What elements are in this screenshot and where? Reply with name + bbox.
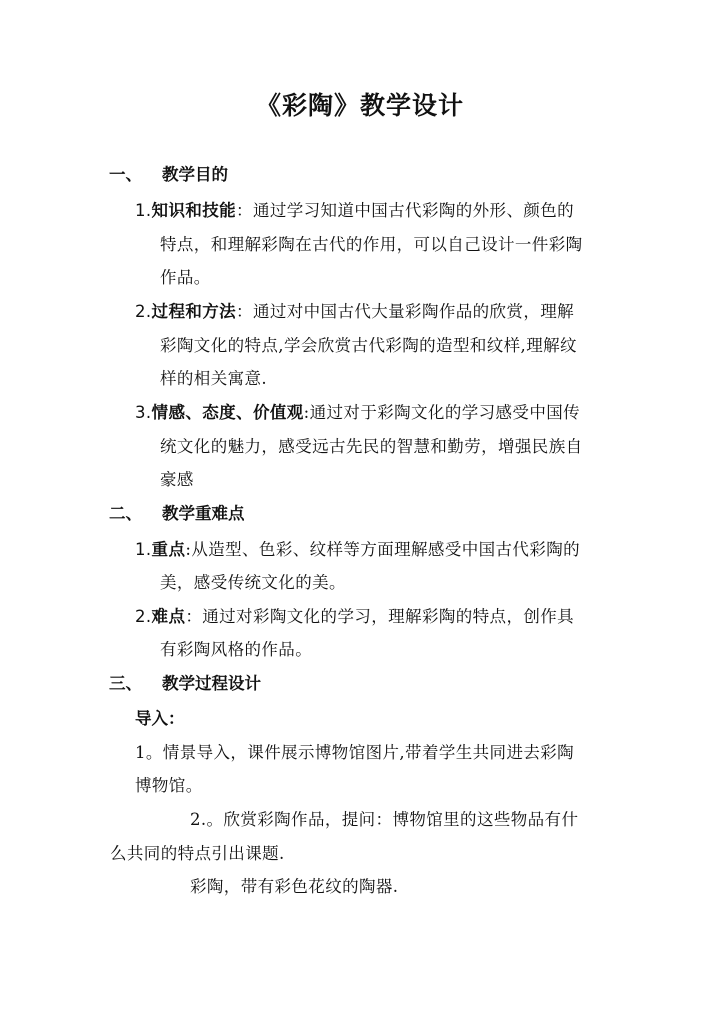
s1-item2-text1: ：通过对中国古代大量彩陶作品的欣赏，理解 xyxy=(236,302,575,321)
s3-p1-text1: 1。情景导入，课件展示博物馆图片,带着学生共同进去彩陶 xyxy=(135,743,575,762)
s1-item2-line3 xyxy=(160,368,267,390)
s1-item1-label: 知识和技能 xyxy=(151,201,237,220)
s1-item2-line1 xyxy=(135,301,611,323)
s2-item1-number: 1. xyxy=(135,540,152,559)
s3-p3-line xyxy=(190,876,398,898)
section-3-title: 教学过程设计 xyxy=(162,674,261,693)
s1-item3-number: 3. xyxy=(135,403,152,422)
section-2-title: 教学重难点 xyxy=(162,504,245,523)
section-1-marker: 一、 xyxy=(109,165,142,184)
s2-item2-text2: 有彩陶风格的作品。 xyxy=(160,640,313,659)
s1-item3-text1: :通过对于彩陶文化的学习感受中国传 xyxy=(303,403,581,422)
intro-label: 导入： xyxy=(135,709,185,728)
s1-item1-text1: ：通过学习知道中国古代彩陶的外形、颜色的 xyxy=(236,201,575,220)
s2-item2-text1: ：通过对彩陶文化的学习，理解彩陶的特点，创作具 xyxy=(185,607,575,626)
s3-p3-text: 彩陶，带有彩色花纹的陶器. xyxy=(190,877,399,896)
s3-p2-line2 xyxy=(110,843,285,865)
s1-item1-line3 xyxy=(160,267,211,289)
section-2-heading xyxy=(109,503,245,525)
section-1-heading xyxy=(109,164,228,186)
s1-item1-line1 xyxy=(135,200,611,222)
s3-p2-line1 xyxy=(190,809,578,831)
s2-item1-text1: :从造型、色彩、纹样等方面理解感受中国古代彩陶的 xyxy=(185,540,581,559)
s2-item2-number: 2. xyxy=(135,607,152,626)
s1-item3-line3 xyxy=(160,469,194,491)
s1-item1-line2 xyxy=(160,234,611,256)
s2-item2-label: 难点 xyxy=(151,607,186,626)
s2-item1-text2: 美，感受传统文化的美。 xyxy=(160,573,346,592)
s1-item1-number: 1. xyxy=(135,201,152,220)
s3-p2-text1: 2.。欣赏彩陶作品，提问：博物馆里的这些物品有什 xyxy=(190,810,579,829)
document-title: 《彩陶》教学设计 xyxy=(255,91,464,120)
section-2-marker: 二、 xyxy=(109,504,142,523)
s1-item3-text3: 豪感 xyxy=(160,470,194,489)
section-3-marker: 三、 xyxy=(109,674,142,693)
s1-item2-label: 过程和方法 xyxy=(151,302,237,321)
s3-p2-text2: 么共同的特点引出课题. xyxy=(110,844,285,863)
s1-item2-number: 2. xyxy=(135,302,152,321)
s1-item1-text2: 特点，和理解彩陶在古代的作用，可以自己设计一件彩陶 xyxy=(160,235,583,254)
s2-item1-label: 重点 xyxy=(151,540,186,559)
s1-item2-text2: 彩陶文化的特点,学会欣赏古代彩陶的造型和纹样,理解纹 xyxy=(160,336,577,355)
s1-item3-line2 xyxy=(160,436,583,458)
s1-item2-line2 xyxy=(160,335,577,357)
section-3-heading xyxy=(109,673,261,695)
s1-item3-label: 情感、态度、价值观 xyxy=(151,403,304,422)
s3-p1-text2: 博物馆。 xyxy=(135,776,203,795)
s1-item3-line1 xyxy=(135,402,611,424)
s2-item2-line1 xyxy=(135,606,574,628)
s3-p1-line1 xyxy=(135,742,574,764)
s2-item1-line2 xyxy=(160,572,346,594)
s3-p1-line2 xyxy=(135,775,203,797)
s2-item1-line1 xyxy=(135,539,580,561)
section-1-title: 教学目的 xyxy=(162,165,228,184)
s2-item2-line2 xyxy=(160,639,312,661)
s1-item2-text3: 样的相关寓意. xyxy=(160,369,268,388)
s1-item1-text3: 作品。 xyxy=(160,268,211,287)
s1-item3-text2: 统文化的魅力，感受远古先民的智慧和勤劳，增强民族自 xyxy=(160,437,583,456)
